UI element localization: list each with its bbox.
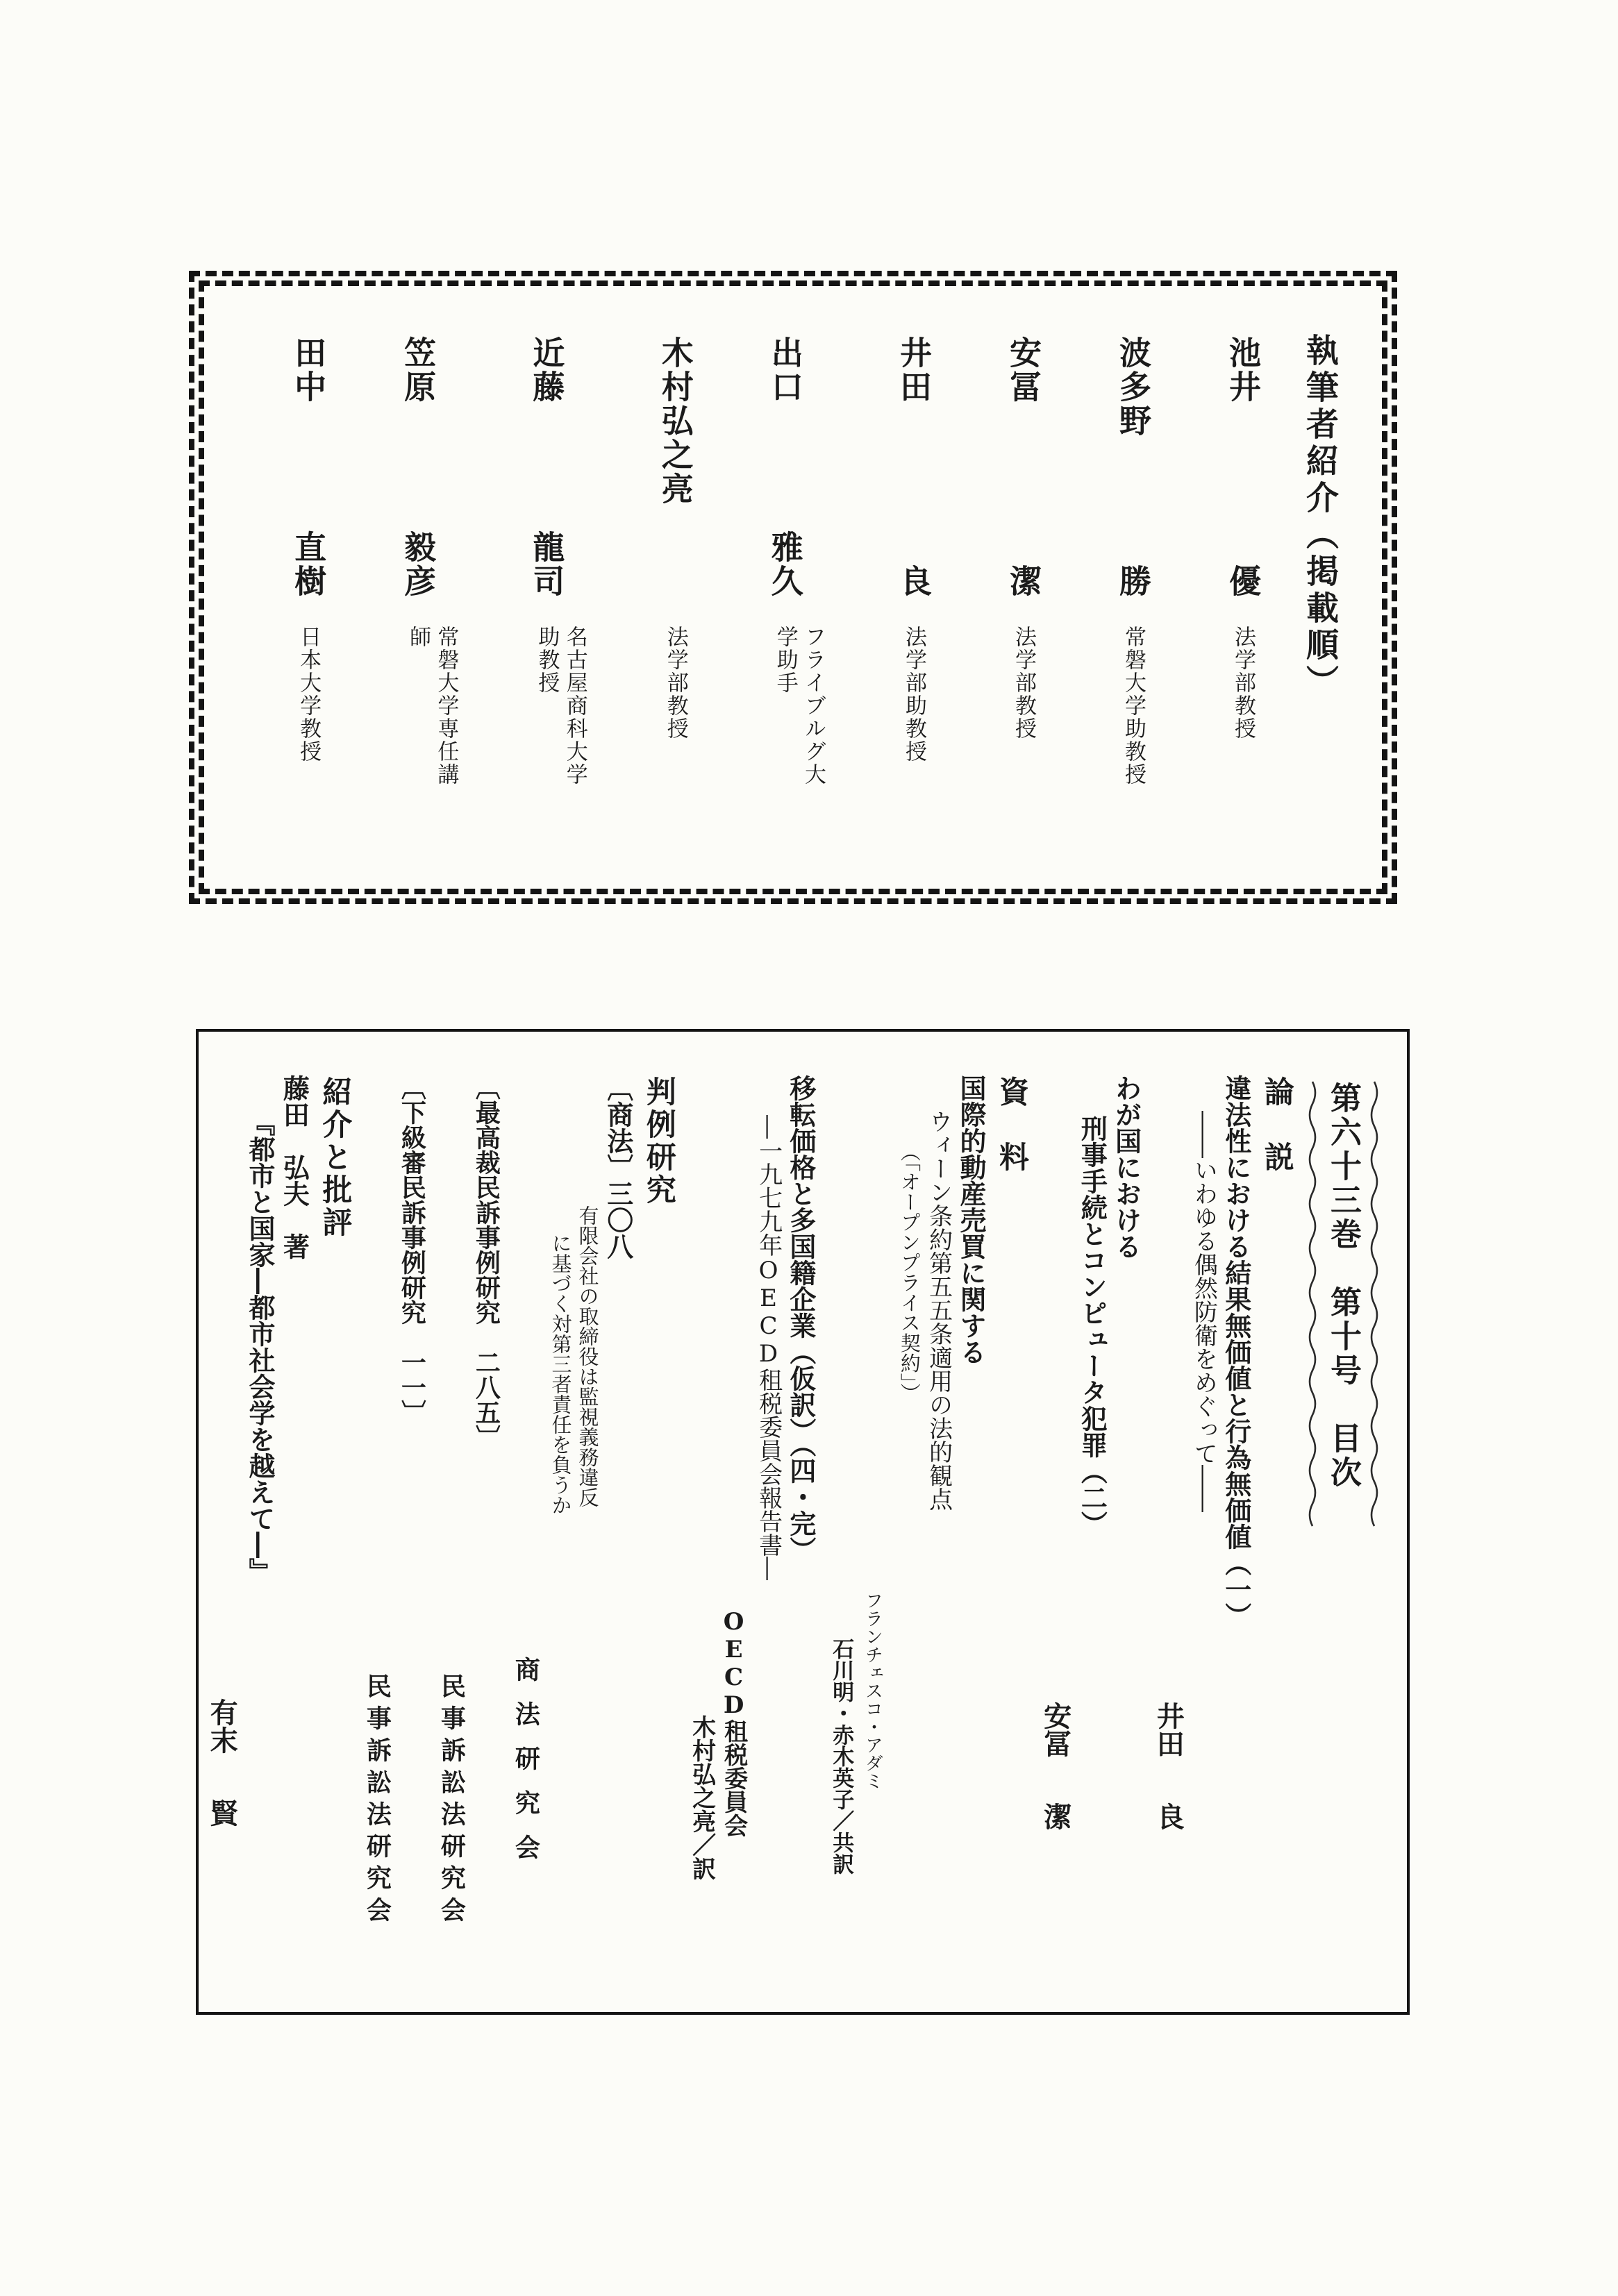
- case-author-group: 民事訴訟法研究会: [362, 1673, 392, 1929]
- journal-title-text: 第六十三巻 第十号 目次: [1325, 1082, 1362, 1490]
- author-affiliation: フライブルグ大学助手: [772, 626, 826, 787]
- article-author: [1040, 1702, 1071, 1830]
- material-subtitle: [755, 1115, 782, 1969]
- author-entry: [1220, 330, 1266, 844]
- author-family: 田中: [290, 336, 328, 404]
- author-given: 龍司: [528, 530, 566, 598]
- author-affiliation: 日本大学教授: [296, 626, 322, 764]
- toc-entry-article-2: [1040, 1075, 1142, 1969]
- review-byline: 藤田 弘夫 著: [278, 1075, 310, 1259]
- author-entry: [1110, 330, 1156, 844]
- subtitle-latin-segment: OECD: [754, 1257, 783, 1368]
- author-family: 安冨: [1039, 1702, 1072, 1757]
- material-title: 国際的動産売買に関する: [955, 1075, 987, 1365]
- material-subtitle: ウィーン条約第五五条適用の法的観点: [924, 1109, 953, 1511]
- toc-box: [196, 1029, 1410, 2015]
- author-given: 毅彦: [399, 530, 437, 598]
- toc-entry-case-3: [362, 1075, 426, 1969]
- material-note: （「オープンプライス契約」）: [897, 1141, 921, 1403]
- author-name: [1220, 336, 1266, 598]
- toc-entry-material-1: [827, 1075, 986, 1969]
- subtitle-segment: 租税委員会報告書―: [754, 1368, 783, 1580]
- section-heading-reviews: 紹介と批評: [317, 1076, 353, 1239]
- toc-entry-article-1: [1153, 1075, 1251, 1969]
- wavy-rule-right-icon: [1369, 1080, 1379, 1527]
- case-note: に基づく対第三者責任を負うか: [549, 1233, 573, 1515]
- toc-inner: [199, 1032, 1407, 2012]
- author-family: 笠原: [399, 336, 437, 404]
- article-title: 違法性における結果無価値と行為無価値（一）: [1220, 1075, 1252, 1629]
- case-label: 〔最高裁民訴事例研究 二八五〕: [472, 1075, 501, 1450]
- author-family: 安冨: [1005, 336, 1042, 404]
- material-author-translator: 木村弘之亮／訳: [687, 1715, 716, 1880]
- section-heading-case-studies: 判例研究: [641, 1076, 676, 1207]
- toc-entry-case-2: [437, 1075, 500, 1969]
- author-family: 井田: [1152, 1702, 1185, 1757]
- toc-entry-material-2: [687, 1075, 816, 1969]
- case-author-group: 商法研究会: [511, 1657, 541, 1879]
- subtitle-segment: ―一九七九年: [754, 1115, 783, 1257]
- author-name: [1110, 336, 1156, 598]
- section-heading-materials: 資 料: [994, 1076, 1029, 1174]
- authors-box-inner: [199, 280, 1387, 894]
- author-family: 近藤: [528, 336, 566, 404]
- author-given: 潔: [1005, 564, 1042, 598]
- authors-box: [189, 271, 1397, 904]
- review-book-title: 『都市と国家―都市社会学を越えて―』: [244, 1109, 276, 1584]
- author-given: 賢: [206, 1799, 239, 1827]
- author-family: 井田: [895, 336, 933, 404]
- author-entry: [891, 330, 937, 844]
- author-given: 良: [1152, 1802, 1185, 1830]
- article-author: [1153, 1702, 1185, 1830]
- author-name: [762, 336, 808, 598]
- author-affiliation: 名古屋商科大学助教授: [534, 626, 587, 787]
- article-subtitle: ――いわゆる偶然防衛をめぐって――: [1190, 1111, 1218, 1512]
- author-family: 波多野: [1115, 336, 1152, 438]
- author-given: 雅久: [766, 530, 804, 598]
- author-affiliation: 常磐大学助教授: [1121, 626, 1146, 787]
- author-given: 優: [1224, 564, 1262, 598]
- case-note: 有限会社の取締役は監視義務違反: [576, 1205, 600, 1507]
- author-affiliation: 常磐大学専任講師: [406, 626, 459, 787]
- author-given: 潔: [1039, 1802, 1072, 1830]
- author-affiliation: 法学部教授: [1231, 626, 1256, 741]
- article-title-continued: 刑事手続とコンピュータ犯罪（二）: [1076, 1115, 1108, 1537]
- author-given: 良: [895, 564, 933, 598]
- material-author-translators: 石川明・赤木英子／共訳: [828, 1638, 854, 1875]
- case-label: 〔下級審民訴事例研究 一一〕: [397, 1075, 427, 1425]
- author-given: 直樹: [290, 530, 328, 598]
- author-latin-segment: OECD: [719, 1608, 748, 1719]
- author-entry: [524, 330, 588, 844]
- review-author: [206, 1698, 238, 1827]
- journal-title: [1310, 1075, 1376, 1969]
- author-affiliation: 法学部教授: [662, 626, 688, 741]
- author-affiliation: 法学部助教授: [901, 626, 926, 764]
- author-family: 有末: [206, 1698, 239, 1754]
- author-affiliation: 法学部教授: [1011, 626, 1036, 741]
- case-author-group: 民事訴訟法研究会: [437, 1673, 467, 1929]
- author-name: [1153, 1702, 1185, 1830]
- author-entry: [762, 330, 827, 844]
- author-name: [524, 336, 569, 598]
- authors-box-title: 執筆者紹介（掲載順）: [1301, 333, 1339, 701]
- author-given: 勝: [1115, 564, 1152, 598]
- author-family: 池井: [1224, 336, 1262, 404]
- author-name: [1001, 336, 1046, 598]
- author-name: [891, 336, 937, 598]
- author-family: 出口: [766, 336, 804, 404]
- wavy-rule-left-icon: [1308, 1080, 1317, 1527]
- author-name: [1040, 1702, 1071, 1830]
- author-entry: [285, 330, 331, 844]
- toc-entry-case-1: [511, 1075, 633, 1969]
- material-author-committee: [720, 1608, 747, 1837]
- author-name: [206, 1698, 238, 1827]
- material-author-original: フランチェスコ・アダミ: [862, 1591, 883, 1790]
- author-name: [395, 336, 441, 598]
- author-segment: 租税委員会: [719, 1719, 748, 1837]
- author-family: 木村弘之亮: [656, 336, 694, 506]
- author-name: [653, 336, 699, 598]
- article-title: わが国における: [1110, 1075, 1142, 1259]
- author-name: [285, 336, 331, 598]
- section-heading-articles: 論 説: [1259, 1076, 1294, 1174]
- author-entry: [1001, 330, 1046, 844]
- case-label: 〔商法〕三〇八: [602, 1075, 634, 1259]
- toc-entry-review: [206, 1075, 310, 1969]
- author-entry: [653, 330, 699, 844]
- author-entry: [395, 330, 460, 844]
- material-title: 移転価格と多国籍企業（仮訳）（四・完）: [785, 1075, 817, 1563]
